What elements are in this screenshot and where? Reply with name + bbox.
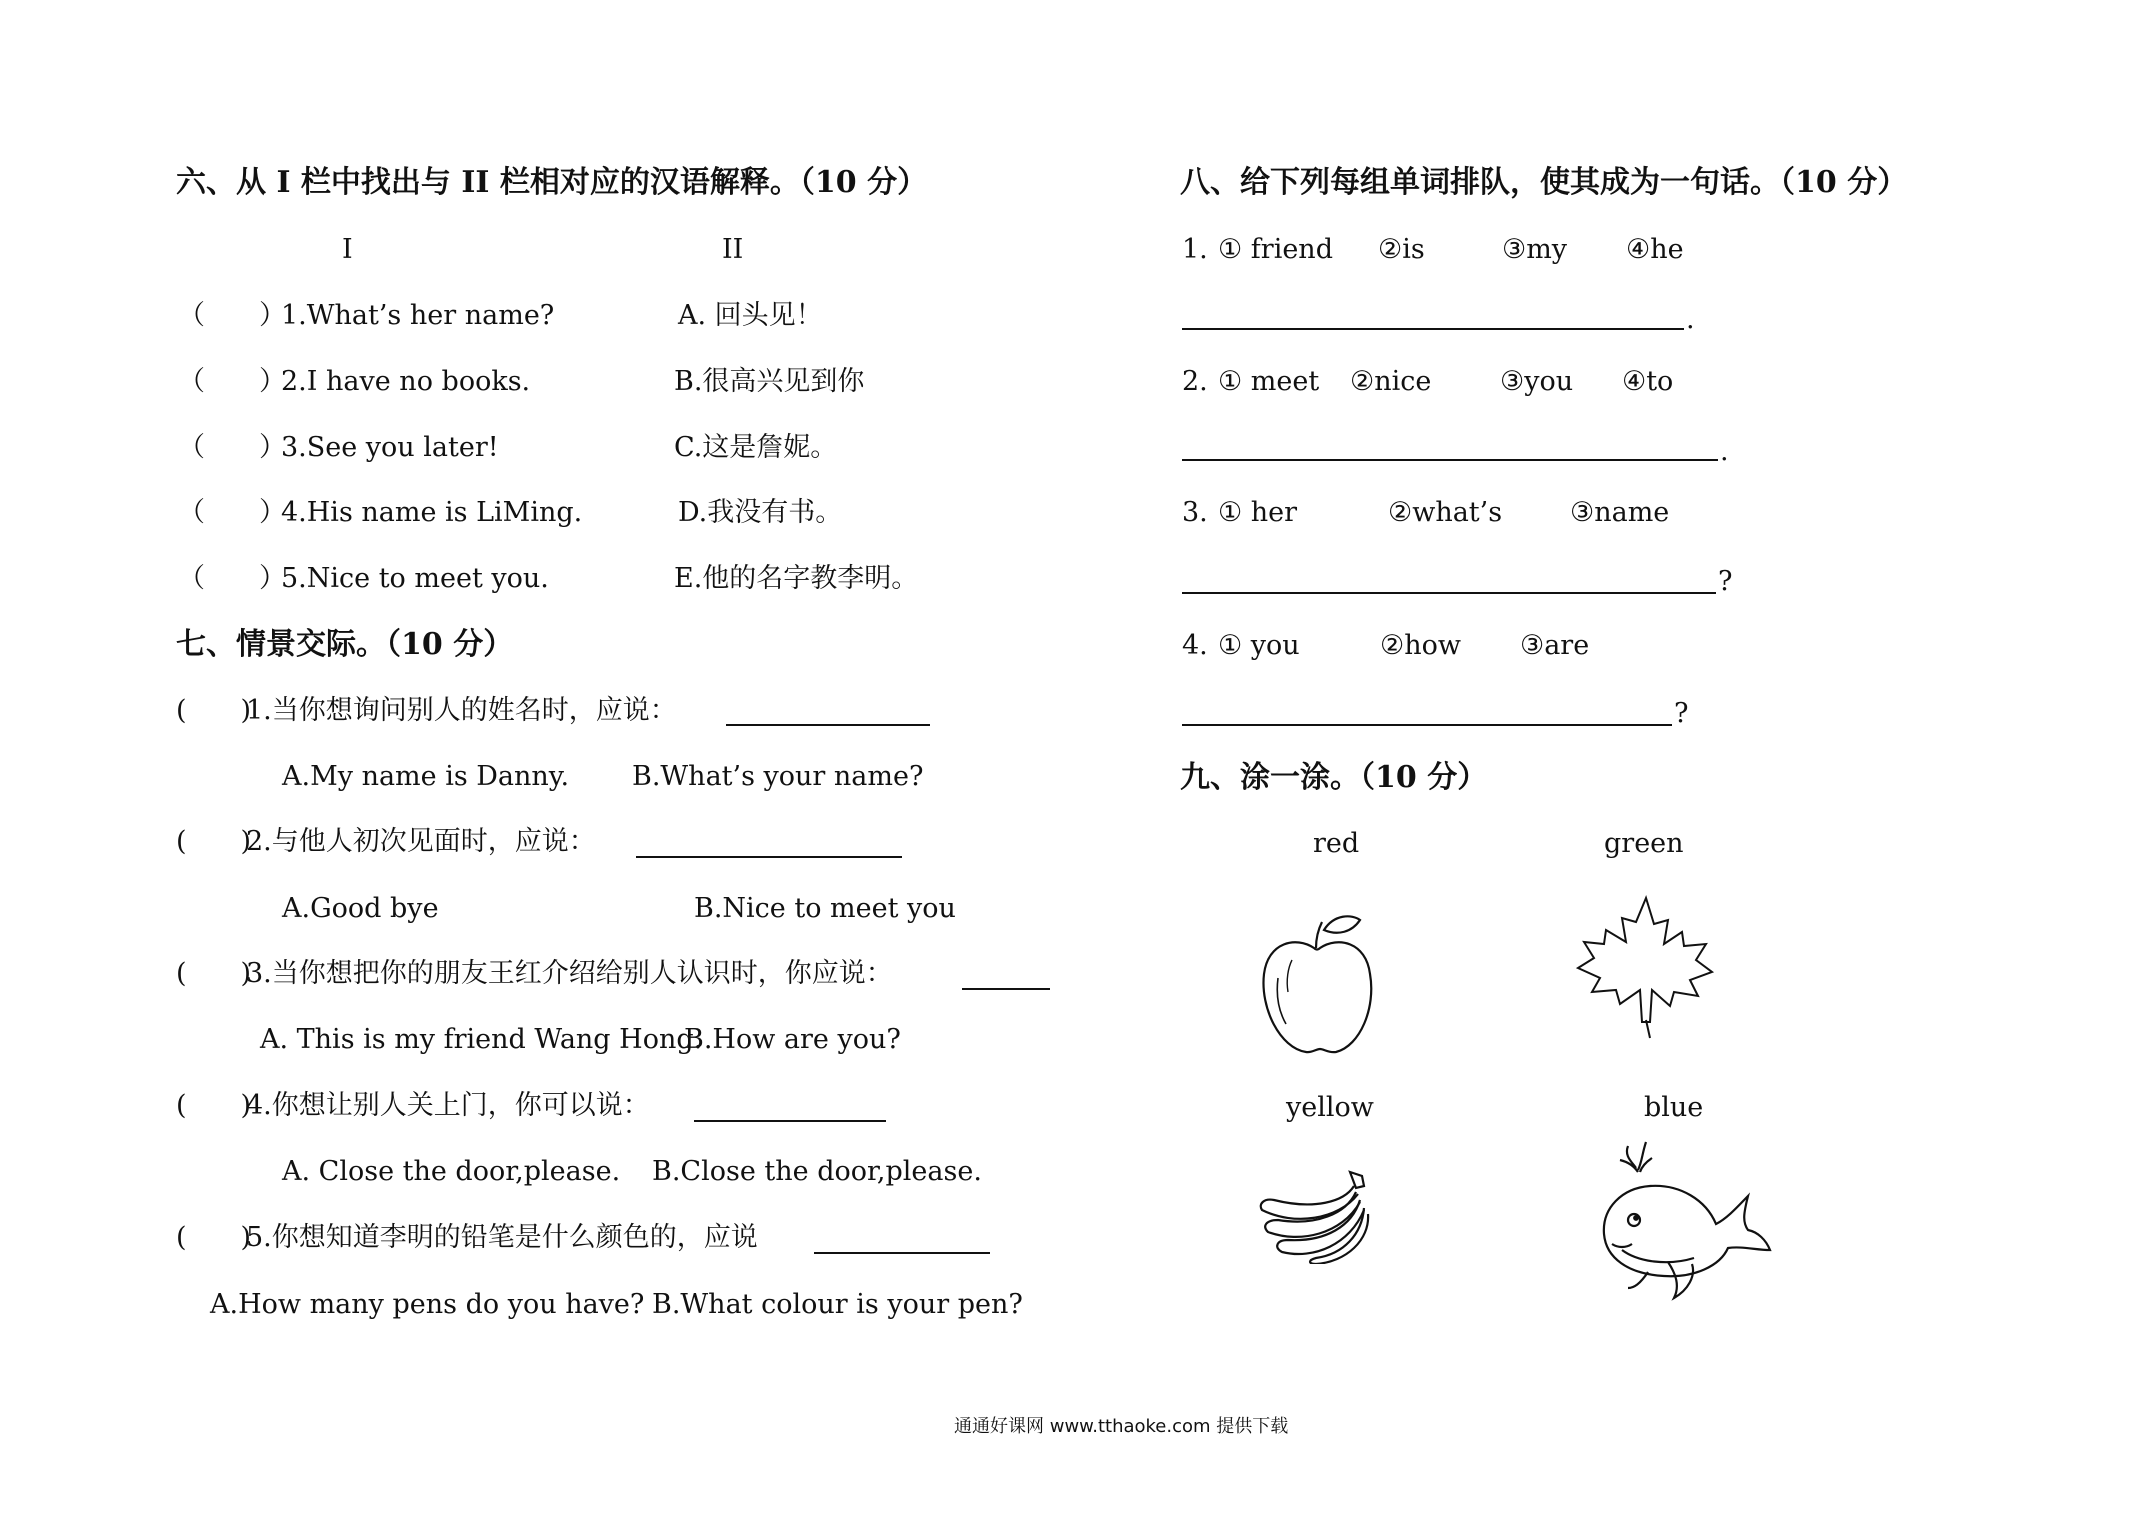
s7-q3-paren[interactable]: ( ) bbox=[176, 958, 252, 989]
s7-q2-question: 2.与他人初次见面时，应说： bbox=[246, 826, 596, 857]
s6-item-2-paren[interactable]: （ ） bbox=[178, 366, 286, 397]
s6-item-5-chinese: E.他的名字教李明。 bbox=[674, 563, 919, 594]
maple-leaf-icon[interactable] bbox=[1570, 892, 1720, 1042]
footer-text: 通通好课网 www.tthaoke.com 提供下载 bbox=[954, 1416, 1289, 1437]
s8-item-3-word-2: ②what’s bbox=[1388, 497, 1503, 528]
s6-item-3-paren[interactable]: （ ） bbox=[178, 432, 286, 463]
s7-q4-question: 4.你想让别人关上门，你可以说： bbox=[246, 1090, 650, 1121]
s6-item-3-english: 3.See you later! bbox=[281, 432, 499, 463]
s7-q2-option-b: B.Nice to meet you bbox=[694, 893, 956, 924]
s7-q5-question: 5.你想知道李明的铅笔是什么颜色的，应说 bbox=[246, 1222, 758, 1253]
s8-item-2-word-3: ③you bbox=[1500, 366, 1574, 397]
s7-q2-option-a: A.Good bye bbox=[282, 893, 439, 924]
s7-q3-option-b: B.How are you? bbox=[684, 1024, 901, 1055]
s6-item-1-english: 1.What’s her name? bbox=[281, 300, 555, 331]
s8-item-2-word-1: ① meet bbox=[1218, 366, 1320, 397]
s8-item-3-answer-line[interactable] bbox=[1182, 592, 1716, 594]
s8-item-2-end-mark: . bbox=[1720, 436, 1729, 467]
s8-item-1-answer-line[interactable] bbox=[1182, 328, 1684, 330]
s7-q2-paren[interactable]: ( ) bbox=[176, 826, 252, 857]
s7-q1-option-a: A.My name is Danny. bbox=[282, 761, 570, 792]
s7-q4-paren[interactable]: ( ) bbox=[176, 1090, 252, 1121]
s7-q1-option-b: B.What’s your name? bbox=[632, 761, 924, 792]
s6-item-1-paren[interactable]: （ ） bbox=[178, 300, 286, 331]
section9-title: 九、涂一涂。（10 分） bbox=[1180, 760, 1488, 795]
s8-item-4-word-3: ③are bbox=[1520, 630, 1590, 661]
s8-item-4-word-2: ②how bbox=[1380, 630, 1461, 661]
apple-icon[interactable] bbox=[1256, 908, 1380, 1056]
s6-item-5-paren[interactable]: （ ） bbox=[178, 563, 286, 594]
s8-item-3-word-3: ③name bbox=[1570, 497, 1670, 528]
s6-item-5-english: 5.Nice to meet you. bbox=[281, 563, 549, 594]
s6-item-2-english: 2.I have no books. bbox=[281, 366, 531, 397]
s7-q1-answer-blank[interactable] bbox=[726, 724, 930, 726]
section6-col1-header: I bbox=[342, 234, 353, 265]
s8-item-3-number: 3. bbox=[1182, 497, 1208, 528]
s6-item-1-chinese: A. 回头见！ bbox=[678, 300, 823, 331]
s7-q5-option-b: B.What colour is your pen? bbox=[652, 1289, 1023, 1320]
s7-q3-option-a: A. This is my friend Wang Hong. bbox=[260, 1024, 703, 1055]
s7-q4-option-a: A. Close the door,please. bbox=[282, 1156, 621, 1187]
s7-q5-answer-blank[interactable] bbox=[814, 1252, 990, 1254]
s7-q4-answer-blank[interactable] bbox=[694, 1120, 886, 1122]
s8-item-3-end-mark: ? bbox=[1718, 566, 1733, 597]
s7-q5-paren[interactable]: ( ) bbox=[176, 1222, 252, 1253]
s8-item-1-end-mark: . bbox=[1686, 304, 1695, 335]
section8-title: 八、给下列每组单词排队，使其成为一句话。（10 分） bbox=[1180, 165, 1908, 200]
whale-icon[interactable] bbox=[1598, 1138, 1774, 1304]
s7-q2-answer-blank[interactable] bbox=[636, 856, 902, 858]
s8-item-1-word-2: ②is bbox=[1378, 234, 1425, 265]
label-green: green bbox=[1604, 828, 1684, 859]
s8-item-1-number: 1. bbox=[1182, 234, 1208, 265]
s8-item-4-word-1: ① you bbox=[1218, 630, 1300, 661]
s8-item-4-answer-line[interactable] bbox=[1182, 724, 1672, 726]
s7-q4-option-b: B.Close the door,please. bbox=[652, 1156, 982, 1187]
banana-icon[interactable] bbox=[1254, 1164, 1374, 1264]
label-yellow: yellow bbox=[1286, 1092, 1374, 1123]
s8-item-2-word-2: ②nice bbox=[1350, 366, 1432, 397]
s7-q3-question: 3.当你想把你的朋友王红介绍给别人认识时，你应说： bbox=[246, 958, 893, 989]
s7-q5-option-a: A.How many pens do you have? bbox=[210, 1289, 645, 1320]
s6-item-4-english: 4.His name is LiMing. bbox=[281, 497, 583, 528]
section6-col2-header: II bbox=[722, 234, 744, 265]
s6-item-4-paren[interactable]: （ ） bbox=[178, 497, 286, 528]
s7-q1-question: 1.当你想询问别人的姓名时，应说： bbox=[246, 695, 677, 726]
s8-item-4-number: 4. bbox=[1182, 630, 1208, 661]
s8-item-2-word-4: ④to bbox=[1622, 366, 1674, 397]
s8-item-1-word-3: ③my bbox=[1502, 234, 1568, 265]
s8-item-4-end-mark: ? bbox=[1674, 698, 1689, 729]
s8-item-1-word-1: ① friend bbox=[1218, 234, 1333, 265]
section7-title: 七、情景交际。（10 分） bbox=[176, 627, 514, 662]
s6-item-2-chinese: B.很高兴见到你 bbox=[674, 366, 865, 397]
s8-item-1-word-4: ④he bbox=[1626, 234, 1684, 265]
s6-item-3-chinese: C.这是詹妮。 bbox=[674, 432, 838, 463]
s8-item-2-answer-line[interactable] bbox=[1182, 459, 1718, 461]
s8-item-2-number: 2. bbox=[1182, 366, 1208, 397]
s7-q1-paren[interactable]: ( ) bbox=[176, 695, 252, 726]
s6-item-4-chinese: D.我没有书。 bbox=[678, 497, 843, 528]
label-blue: blue bbox=[1644, 1092, 1704, 1123]
s8-item-3-word-1: ① her bbox=[1218, 497, 1298, 528]
s7-q3-answer-blank[interactable] bbox=[962, 988, 1050, 990]
label-red: red bbox=[1313, 828, 1360, 859]
section6-title: 六、从 I 栏中找出与 II 栏相对应的汉语解释。（10 分） bbox=[176, 165, 928, 200]
